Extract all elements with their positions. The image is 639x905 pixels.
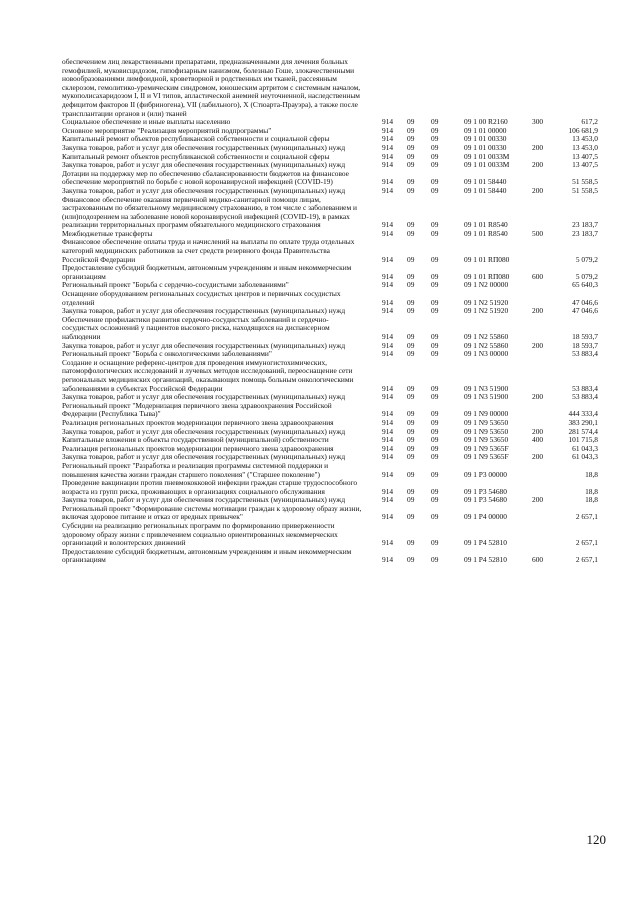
ministry-code-cell: 914: [382, 142, 394, 152]
section-code-cell: 09: [407, 469, 415, 479]
row-description: Региональный проект "Разработка и реализация программы системной поддержки и повышения качества жизни граждан старшего поколения" ("Старшее поколение"): [62, 460, 329, 479]
row-description: Реализация региональных проектов модернизации первичного звена здравоохранения: [62, 417, 334, 427]
ministry-code-cell: 914: [382, 254, 394, 264]
ministry-code-cell: 914: [382, 125, 394, 135]
target-item-code-cell: 09 1 N2 51920: [464, 306, 509, 316]
amount-cell: 18 593,7: [572, 340, 598, 350]
row-description: Капитальный ремонт объектов республиканской собственности и социальной сферы: [62, 151, 330, 161]
ministry-code-cell: 914: [382, 160, 394, 170]
row-description: Социальное обеспечение и иные выплаты населению: [62, 117, 231, 127]
table-row: [62, 238, 602, 264]
row-description: Капитальные вложения в объекты государственной (муниципальной) собственности: [62, 435, 329, 445]
ministry-code-cell: 914: [382, 185, 394, 195]
budget-table: [62, 58, 602, 565]
ministry-code-cell: 914: [382, 134, 394, 144]
target-item-code-cell: 09 1 01 RП080: [464, 254, 510, 264]
section-code-cell: 09: [407, 443, 415, 453]
subsection-code-cell: 09: [431, 332, 439, 341]
section-code-cell: 09: [407, 280, 415, 290]
target-item-code-cell: 09 1 N3 51900: [464, 392, 509, 402]
ministry-code-cell: 914: [382, 452, 394, 462]
row-description: Обеспечение профилактики развития сердечно-сосудистых заболеваний и сердечно-сосудистых осложнений у пациентов высокого риска, находящихся на диспансерном наблюдении: [62, 314, 330, 341]
ministry-code-cell: 914: [382, 512, 394, 522]
row-description: Закупка товаров, работ и услуг для обеспечения государственных (муниципальных) нужд: [62, 426, 346, 436]
amount-cell: 2 657,1: [575, 538, 598, 548]
table-row: [62, 170, 602, 187]
subsection-code-cell: 09: [431, 280, 439, 290]
ministry-code-cell: 914: [382, 117, 394, 127]
section-code-cell: 09: [407, 142, 415, 152]
amount-cell: 13 407,5: [572, 151, 598, 161]
row-description: Капитальный ремонт объектов республиканской собственности и социальной сферы: [62, 134, 330, 144]
section-code-cell: 09: [407, 297, 415, 307]
row-description: Реализация региональных проектов модернизации первичного звена здравоохранения: [62, 443, 334, 453]
target-item-code-cell: 09 1 P3 00000: [464, 469, 507, 479]
expense-type-code-cell: 600: [532, 271, 544, 281]
subsection-code-cell: 09: [431, 469, 439, 479]
amount-cell: 18,8: [585, 495, 598, 505]
ministry-code-cell: 914: [382, 271, 394, 281]
target-item-code-cell: 09 1 P3 54680: [464, 486, 507, 496]
subsection-code-cell: 09: [431, 349, 439, 359]
row-description: Предоставление субсидий бюджетным, автономным учреждениям и иным некоммерческим организациям: [62, 546, 352, 565]
subsection-code-cell: 09: [431, 228, 439, 238]
ministry-code-cell: 914: [382, 417, 394, 427]
ministry-code-cell: 914: [382, 426, 394, 436]
section-code-cell: 09: [407, 332, 415, 341]
ministry-code-cell: 914: [382, 177, 394, 187]
subsection-code-cell: 09: [431, 134, 439, 144]
subsection-code-cell: 09: [431, 443, 439, 453]
section-code-cell: 09: [407, 254, 415, 264]
section-code-cell: 09: [407, 392, 415, 402]
expense-type-code-cell: 300: [532, 117, 544, 127]
amount-cell: 18,8: [585, 469, 598, 479]
amount-cell: 5 079,2: [575, 254, 598, 264]
target-item-code-cell: 09 1 01 00330: [464, 134, 507, 144]
subsection-code-cell: 09: [431, 151, 439, 161]
target-item-code-cell: 09 1 N9 5365F: [464, 443, 509, 453]
target-item-code-cell: 09 1 N9 53650: [464, 417, 509, 427]
section-code-cell: 09: [407, 486, 415, 496]
ministry-code-cell: 914: [382, 340, 394, 350]
amount-cell: 53 883,4: [572, 349, 598, 359]
section-code-cell: 09: [407, 151, 415, 161]
section-code-cell: 09: [407, 160, 415, 170]
subsection-code-cell: 09: [431, 426, 439, 436]
section-code-cell: 09: [407, 495, 415, 505]
target-item-code-cell: 09 1 N2 55860: [464, 332, 509, 341]
row-description: Предоставление субсидий бюджетным, автономным учреждениям и иным некоммерческим организациям: [62, 263, 352, 281]
row-description: Региональный проект "Формирование системы мотивации граждан к здоровому образу жизни, включая здоровое питание и отказ от вредных привычек": [62, 503, 362, 522]
ministry-code-cell: 914: [382, 220, 394, 230]
row-description: Оснащение оборудованием региональных сосудистых центров и первичных сосудистых отделений: [62, 289, 341, 307]
row-description: Закупка товаров, работ и услуг для обеспечения государственных (муниципальных) нужд: [62, 495, 346, 505]
target-item-code-cell: 09 1 N3 51900: [464, 383, 509, 393]
row-description: Закупка товаров, работ и услуг для обеспечения государственных (муниципальных) нужд: [62, 392, 346, 402]
table-row: [62, 462, 602, 479]
section-code-cell: 09: [407, 452, 415, 462]
section-code-cell: 09: [407, 340, 415, 350]
ministry-code-cell: 914: [382, 349, 394, 359]
section-code-cell: 09: [407, 228, 415, 238]
subsection-code-cell: 09: [431, 185, 439, 195]
subsection-code-cell: 09: [431, 142, 439, 152]
expense-type-code-cell: 200: [532, 160, 544, 170]
table-row: [62, 479, 602, 496]
amount-cell: 2 657,1: [575, 555, 598, 565]
section-code-cell: 09: [407, 185, 415, 195]
ministry-code-cell: 914: [382, 383, 394, 393]
expense-type-code-cell: 200: [532, 392, 544, 402]
amount-cell: 18 593,7: [572, 332, 598, 341]
target-item-code-cell: 09 1 P4 52810: [464, 538, 507, 548]
row-description: Проведение вакцинации против пневмококковой инфекции граждан старше трудоспособного возраста из групп риска, проживающих в организациях социального обслуживания: [62, 478, 358, 496]
table-row: [62, 402, 602, 419]
amount-cell: 61 043,3: [572, 452, 598, 462]
ministry-code-cell: 914: [382, 409, 394, 419]
target-item-code-cell: 09 1 01 0033М: [464, 151, 510, 161]
ministry-code-cell: 914: [382, 297, 394, 307]
target-item-code-cell: 09 1 P4 00000: [464, 512, 507, 522]
amount-cell: 51 558,5: [572, 177, 598, 187]
amount-cell: 53 883,4: [572, 383, 598, 393]
amount-cell: 617,2: [581, 117, 598, 127]
ministry-code-cell: 914: [382, 469, 394, 479]
row-description: Финансовое обеспечение оказания первичной медико-санитарной помощи лицам, застрахованным по обязательному медицинскому страхованию, в том числе с заболеванием и (или)подозрением на заболевание новой коронавирусной инфекцией (COVID-19), в рамках реализации территориальных программ обязательного медицинского страхования: [62, 194, 357, 230]
amount-cell: 106 681,9: [568, 125, 598, 135]
amount-cell: 23 183,7: [572, 228, 598, 238]
expense-type-code-cell: 200: [532, 142, 544, 152]
target-item-code-cell: 09 1 N9 53650: [464, 435, 509, 445]
target-item-code-cell: 09 1 01 58440: [464, 177, 507, 187]
subsection-code-cell: 09: [431, 383, 439, 393]
amount-cell: 383 290,1: [568, 417, 598, 427]
subsection-code-cell: 09: [431, 271, 439, 281]
amount-cell: 281 574,4: [568, 426, 598, 436]
ministry-code-cell: 914: [382, 228, 394, 238]
table-row: [62, 316, 602, 342]
target-item-code-cell: 09 1 P3 54680: [464, 495, 507, 505]
ministry-code-cell: 914: [382, 151, 394, 161]
subsection-code-cell: 09: [431, 160, 439, 170]
expense-type-code-cell: 200: [532, 185, 544, 195]
expense-type-code-cell: 200: [532, 340, 544, 350]
ministry-code-cell: 914: [382, 392, 394, 402]
expense-type-code-cell: 200: [532, 306, 544, 316]
expense-type-code-cell: 600: [532, 555, 544, 565]
row-description: Региональный проект "Борьба с онкологическими заболеваниями": [62, 349, 272, 359]
section-code-cell: 09: [407, 349, 415, 359]
subsection-code-cell: 09: [431, 495, 439, 505]
target-item-code-cell: 09 1 N2 51920: [464, 297, 509, 307]
section-code-cell: 09: [407, 409, 415, 419]
section-code-cell: 09: [407, 435, 415, 445]
table-row: [62, 522, 602, 548]
target-item-code-cell: 09 1 N9 5365F: [464, 452, 509, 462]
section-code-cell: 09: [407, 177, 415, 187]
target-item-code-cell: 09 1 P4 52810: [464, 555, 507, 565]
amount-cell: 13 453,0: [572, 134, 598, 144]
amount-cell: 47 046,6: [572, 306, 598, 316]
row-description: Закупка товаров, работ и услуг для обеспечения государственных (муниципальных) нужд: [62, 160, 346, 170]
row-description: Закупка товаров, работ и услуг для обеспечения государственных (муниципальных) нужд: [62, 306, 346, 316]
subsection-code-cell: 09: [431, 435, 439, 445]
ministry-code-cell: 914: [382, 495, 394, 505]
amount-cell: 13 453,0: [572, 142, 598, 152]
section-code-cell: 09: [407, 117, 415, 127]
target-item-code-cell: 09 1 N9 00000: [464, 409, 509, 419]
row-description: Создание и оснащение референс-центров для проведения иммуногистохимических, патоморфологических исследований и лучевых методов исследований, переоснащение сети региональных медицинских организаций, оказывающих помощь больным онкологическими заболеваниями в субъектах Российской Федерации: [62, 357, 354, 393]
section-code-cell: 09: [407, 538, 415, 548]
subsection-code-cell: 09: [431, 177, 439, 187]
row-description: Закупка товаров, работ и услуг для обеспечения государственных (муниципальных) нужд: [62, 185, 346, 195]
section-code-cell: 09: [407, 512, 415, 522]
table-row: [62, 196, 602, 230]
ministry-code-cell: 914: [382, 435, 394, 445]
target-item-code-cell: 09 1 01 R8540: [464, 220, 508, 230]
section-code-cell: 09: [407, 426, 415, 436]
subsection-code-cell: 09: [431, 392, 439, 402]
amount-cell: 444 333,4: [568, 409, 598, 419]
row-description: Межбюджетные трансферты: [62, 228, 153, 238]
section-code-cell: 09: [407, 134, 415, 144]
row-description: Региональный проект "Модернизация первичного звена здравоохранения Российской Федерации (Республика Тыва)": [62, 400, 332, 419]
row-description: Закупка товаров, работ и услуг для обеспечения государственных (муниципальных) нужд: [62, 452, 346, 462]
subsection-code-cell: 09: [431, 340, 439, 350]
ministry-code-cell: 914: [382, 280, 394, 290]
subsection-code-cell: 09: [431, 297, 439, 307]
section-code-cell: 09: [407, 383, 415, 393]
subsection-code-cell: 09: [431, 512, 439, 522]
page-number: 120: [586, 832, 606, 847]
subsection-code-cell: 09: [431, 117, 439, 127]
row-description: Закупка товаров, работ и услуг для обеспечения государственных (муниципальных) нужд: [62, 340, 346, 350]
subsection-code-cell: 09: [431, 220, 439, 230]
target-item-code-cell: 09 1 N2 55860: [464, 340, 509, 350]
row-description: Региональный проект "Борьба с сердечно-сосудистыми заболеваниями": [62, 280, 289, 290]
row-description: Закупка товаров, работ и услуг для обеспечения государственных (муниципальных) нужд: [62, 142, 346, 152]
subsection-code-cell: 09: [431, 417, 439, 427]
section-code-cell: 09: [407, 125, 415, 135]
section-code-cell: 09: [407, 306, 415, 316]
target-item-code-cell: 09 1 01 RП080: [464, 271, 510, 281]
section-code-cell: 09: [407, 555, 415, 565]
row-description: Основное мероприятие "Реализация мероприятий подпрограммы": [62, 125, 272, 135]
amount-cell: 5 079,2: [575, 271, 598, 281]
table-row: [62, 58, 602, 118]
amount-cell: 13 407,5: [572, 160, 598, 170]
section-code-cell: 09: [407, 220, 415, 230]
expense-type-code-cell: 400: [532, 435, 544, 445]
target-item-code-cell: 09 1 01 R8540: [464, 228, 508, 238]
amount-cell: 101 715,8: [568, 435, 598, 445]
target-item-code-cell: 09 1 01 00000: [464, 125, 507, 135]
section-code-cell: 09: [407, 417, 415, 427]
amount-cell: 51 558,5: [572, 185, 598, 195]
table-row: [62, 505, 602, 522]
ministry-code-cell: 914: [382, 486, 394, 496]
amount-cell: 47 046,6: [572, 297, 598, 307]
subsection-code-cell: 09: [431, 125, 439, 135]
ministry-code-cell: 914: [382, 306, 394, 316]
target-item-code-cell: 09 1 N9 53650: [464, 426, 509, 436]
amount-cell: 18,8: [585, 486, 598, 496]
table-row: [62, 359, 602, 393]
row-description: Субсидии на реализацию региональных программ по формированию приверженности здоровому образу жизни с привлечением социально ориентированных некоммерческих организаций и волонтерских движений: [62, 521, 338, 548]
target-item-code-cell: 09 1 01 0033М: [464, 160, 510, 170]
ministry-code-cell: 914: [382, 443, 394, 453]
ministry-code-cell: 914: [382, 555, 394, 565]
subsection-code-cell: 09: [431, 452, 439, 462]
target-item-code-cell: 09 1 00 R2160: [464, 117, 508, 127]
subsection-code-cell: 09: [431, 254, 439, 264]
amount-cell: 23 183,7: [572, 220, 598, 230]
subsection-code-cell: 09: [431, 306, 439, 316]
amount-cell: 2 657,1: [575, 512, 598, 522]
ministry-code-cell: 914: [382, 538, 394, 548]
table-row: [62, 548, 602, 565]
target-item-code-cell: 09 1 N2 00000: [464, 280, 509, 290]
amount-cell: 53 883,4: [572, 392, 598, 402]
target-item-code-cell: 09 1 01 00330: [464, 142, 507, 152]
subsection-code-cell: 09: [431, 538, 439, 548]
subsection-code-cell: 09: [431, 409, 439, 419]
amount-cell: 65 640,3: [572, 280, 598, 290]
section-code-cell: 09: [407, 271, 415, 281]
expense-type-code-cell: 200: [532, 452, 544, 462]
target-item-code-cell: 09 1 N3 00000: [464, 349, 509, 359]
table-row: [62, 290, 602, 307]
table-row: [62, 264, 602, 281]
row-description: Финансовое обеспечение оплаты труда и начислений на выплаты по оплате труда отдельных категорий медицинских работников за счет средств резервного фонда Правительства Российской Федерации: [62, 237, 355, 264]
ministry-code-cell: 914: [382, 332, 394, 341]
subsection-code-cell: 09: [431, 486, 439, 496]
expense-type-code-cell: 200: [532, 495, 544, 505]
target-item-code-cell: 09 1 01 58440: [464, 185, 507, 195]
row-description: обеспечением лиц лекарственными препаратами, предназначенными для лечения больных гемофилией, муковисцидозом, гипофизарным нанизмом, болезнью Гоше, злокачественными новообразованиями лимфоидной, кроветворной и родственных им тканей, рассеянным склерозом, гемолитико-уремическим синдромом, юношеским артритом с системным началом, мукополисахаридозом I, II и VI типов, апластической анемией неуточненной, наследственным дефицитом факторов II (фибриногена), VII (лабильного), X (Стюарта-Прауэра), а также после трансплантации органов и (или) тканей: [62, 57, 361, 118]
amount-cell: 61 043,3: [572, 443, 598, 453]
subsection-code-cell: 09: [431, 555, 439, 565]
row-description: Дотации на поддержку мер по обеспечению сбалансированности бюджетов на финансовое обеспечение мероприятий по борьбе с новой коронавирусной инфекцией (COVID-19): [62, 168, 349, 187]
expense-type-code-cell: 500: [532, 228, 544, 238]
expense-type-code-cell: 200: [532, 426, 544, 436]
